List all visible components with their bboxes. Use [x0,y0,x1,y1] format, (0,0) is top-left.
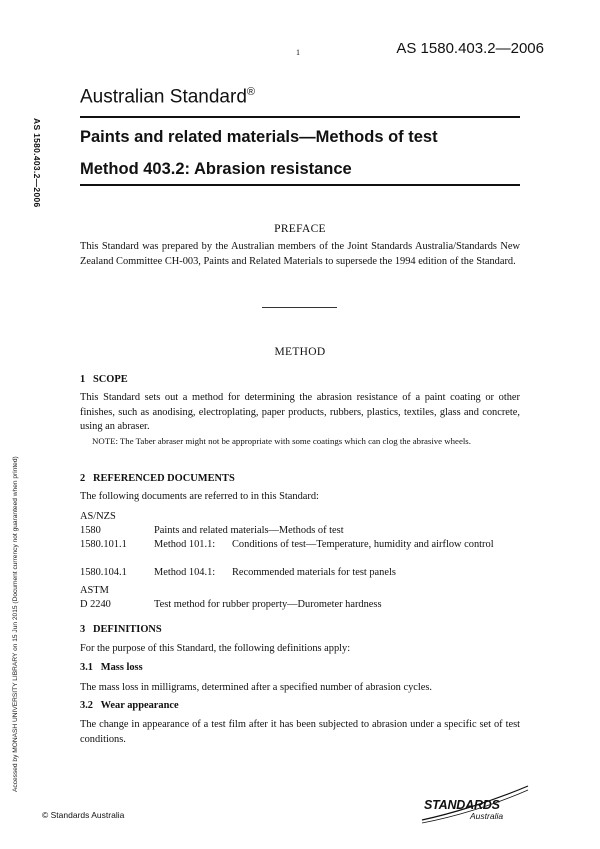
preface-text: This Standard was prepared by the Australian members of the Joint Standards Australia/Standards New Zealand Committee CH-003, Paints and Related Materials to supersede the 1994 edition of the Standard. [80,241,520,267]
reference-code: 1580.104.1 [80,567,127,578]
reference-title: Conditions of test—Temperature, humidity and airflow control [232,539,494,550]
reference-title: Test method for rubber property—Durometer hardness [154,599,382,610]
definition-text: The change in appearance of a test film after it has been subjected to abrasion under a specific set of test conditions. [80,719,520,745]
references-group-astm: ASTM [80,585,109,596]
separator-line [262,307,337,308]
logo-main-text: STANDARDS [424,798,500,812]
page-number: 1 [296,48,300,57]
reference-method: Method 101.1: [154,539,216,550]
references-intro: The following documents are referred to in this Standard: [80,491,319,502]
reference-code: 1580.101.1 [80,539,127,550]
definition-text: The mass loss in milligrams, determined after a specified number of abrasion cycles. [80,682,433,693]
reference-code: D 2240 [80,599,111,610]
logo-sub-text: Australia [470,811,504,821]
scope-text: This Standard sets out a method for determining the abrasion resistance of a paint coating or other finishes, such as anodising, electroplating, paper products, rubbers, plastics, textiles, glass and concrete, using an abraser. [80,392,520,432]
title-rule [80,184,520,186]
reference-title: Recommended materials for test panels [232,567,396,578]
brand-title: Australian Standard® [80,86,255,108]
reference-entry [154,566,520,581]
scope-note: NOTE: The Taber abraser might not be appropriate with some coatings which can clog the abrasive wheels. [92,436,471,446]
top-rule [80,116,520,118]
reference-entry [154,538,520,553]
document-title: Paints and related materials—Methods of test [80,128,438,146]
reference-code: 1580 [80,525,101,536]
access-notice: Accessed by MONASH UNIVERSITY LIBRARY on 15 Jun 2015 (Document currency not guaranteed when printed) [12,456,19,792]
definitions-intro: For the purpose of this Standard, the following definitions apply: [80,643,351,654]
definitions-heading: 3 DEFINITIONS [80,624,162,635]
definition-heading: 3.1 Mass loss [80,662,143,673]
standard-code: AS 1580.403.2—2006 [396,40,544,57]
reference-title: Paints and related materials—Methods of test [154,525,344,536]
registered-mark: ® [246,86,255,98]
copyright-notice: © Standards Australia [42,810,125,820]
standards-australia-logo [420,784,530,824]
method-title: Method 403.2: Abrasion resistance [80,160,352,178]
references-group-asnzs: AS/NZS [80,511,116,522]
scope-heading: 1 SCOPE [80,374,128,385]
preface-heading: PREFACE [274,223,326,235]
method-heading: METHOD [274,346,326,358]
vertical-standard-code: AS 1580.403.2—2006 [32,118,42,208]
definition-heading: 3.2 Wear appearance [80,700,179,711]
reference-method: Method 104.1: [154,567,216,578]
references-heading: 2 REFERENCED DOCUMENTS [80,473,235,484]
